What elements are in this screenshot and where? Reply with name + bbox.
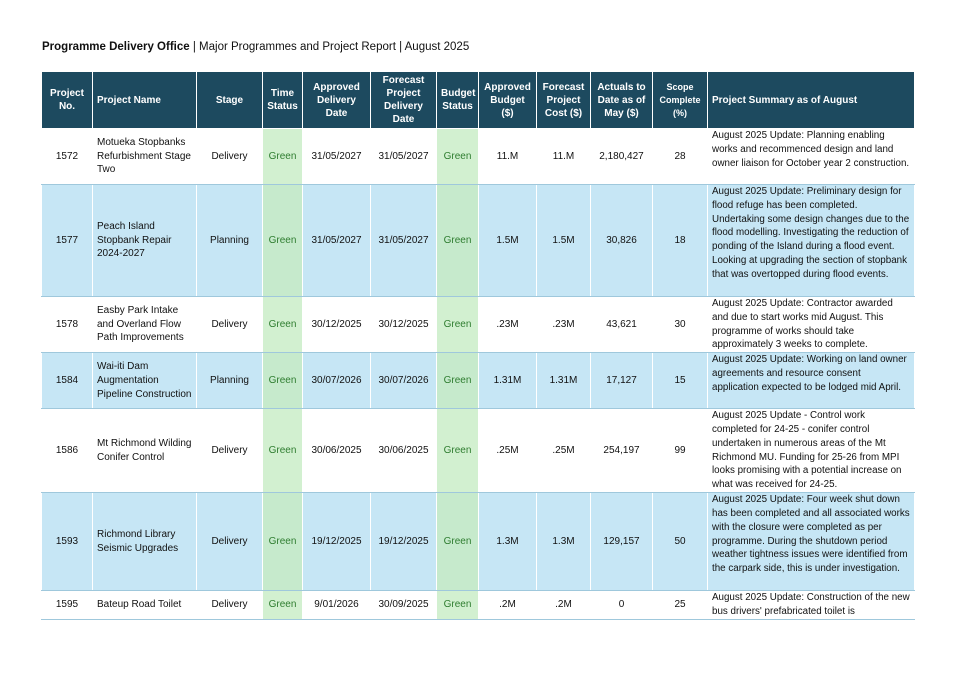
table-row	[42, 129, 915, 185]
col-header-project-name: Project Name	[93, 72, 197, 129]
cell-budget-status: Green	[437, 129, 479, 185]
cell-project-name: Wai-iti Dam Augmentation Pipeline Construction	[93, 353, 197, 409]
cell-time-status: Green	[263, 409, 303, 493]
page-title	[42, 41, 469, 53]
cell-forecast-date: 31/05/2027	[371, 185, 437, 297]
cell-forecast-date: 31/05/2027	[371, 129, 437, 185]
cell-budget-status: Green	[437, 297, 479, 353]
cell-approved-date: 30/07/2026	[303, 353, 371, 409]
cell-summary: August 2025 Update: Contractor awarded and due to start works mid August. This programme of works should take approximately 3 weeks to complete.	[708, 297, 915, 353]
cell-scope: 25	[653, 591, 708, 620]
cell-summary: August 2025 Update - Control work completed for 24-25 - conifer control undertaken in numerous areas of the Mt Richmond MU. Funding for 25-26 from MPI looks promising with a potential increase on what was received for 24-25.	[708, 409, 915, 493]
cell-stage: Planning	[197, 353, 263, 409]
cell-actuals: 129,157	[591, 493, 653, 591]
cell-time-status: Green	[263, 297, 303, 353]
cell-actuals: 2,180,427	[591, 129, 653, 185]
col-header-forecast-cost: Forecast Project Cost ($)	[537, 72, 591, 129]
cell-project-no: 1593	[42, 493, 93, 591]
cell-forecast-cost: 11.M	[537, 129, 591, 185]
col-header-stage: Stage	[197, 72, 263, 129]
cell-time-status: Green	[263, 353, 303, 409]
cell-budget-status: Green	[437, 493, 479, 591]
cell-scope: 18	[653, 185, 708, 297]
cell-stage: Delivery	[197, 493, 263, 591]
cell-stage: Delivery	[197, 297, 263, 353]
cell-scope: 15	[653, 353, 708, 409]
cell-forecast-date: 30/07/2026	[371, 353, 437, 409]
cell-project-no: 1577	[42, 185, 93, 297]
cell-project-no: 1595	[42, 591, 93, 620]
cell-budget-status: Green	[437, 353, 479, 409]
table-row	[42, 185, 915, 297]
col-header-budget-status: Budget Status	[437, 72, 479, 129]
cell-approved-date: 30/06/2025	[303, 409, 371, 493]
cell-project-no: 1584	[42, 353, 93, 409]
table-row	[42, 297, 915, 353]
cell-project-name: Richmond Library Seismic Upgrades	[93, 493, 197, 591]
cell-forecast-cost: .2M	[537, 591, 591, 620]
cell-forecast-cost: .25M	[537, 409, 591, 493]
cell-stage: Delivery	[197, 409, 263, 493]
cell-summary: August 2025 Update: Planning enabling works and recommenced design and land owner liaison for October year 2 construction.	[708, 129, 915, 185]
cell-approved-budget: .25M	[479, 409, 537, 493]
cell-scope: 50	[653, 493, 708, 591]
cell-project-name: Mt Richmond Wilding Conifer Control	[93, 409, 197, 493]
cell-budget-status: Green	[437, 409, 479, 493]
cell-forecast-date: 30/06/2025	[371, 409, 437, 493]
cell-stage: Planning	[197, 185, 263, 297]
cell-project-name: Peach Island Stopbank Repair 2024-2027	[93, 185, 197, 297]
cell-actuals: 254,197	[591, 409, 653, 493]
col-header-time-status: Time Status	[263, 72, 303, 129]
cell-approved-budget: .23M	[479, 297, 537, 353]
cell-actuals: 17,127	[591, 353, 653, 409]
cell-budget-status: Green	[437, 185, 479, 297]
cell-time-status: Green	[263, 493, 303, 591]
table-row	[42, 591, 915, 620]
col-header-approved-date: Approved Delivery Date	[303, 72, 371, 129]
cell-actuals: 43,621	[591, 297, 653, 353]
cell-actuals: 30,826	[591, 185, 653, 297]
cell-budget-status: Green	[437, 591, 479, 620]
cell-scope: 30	[653, 297, 708, 353]
cell-project-name: Motueka Stopbanks Refurbishment Stage Two	[93, 129, 197, 185]
col-header-summary: Project Summary as of August	[708, 72, 915, 129]
cell-project-no: 1572	[42, 129, 93, 185]
table-row	[42, 409, 915, 493]
cell-project-no: 1578	[42, 297, 93, 353]
col-header-project-no: Project No.	[42, 72, 93, 129]
cell-time-status: Green	[263, 129, 303, 185]
cell-forecast-date: 30/09/2025	[371, 591, 437, 620]
col-header-actuals: Actuals to Date as of May ($)	[591, 72, 653, 129]
cell-approved-budget: 1.31M	[479, 353, 537, 409]
project-report-table	[41, 71, 915, 620]
cell-project-no: 1586	[42, 409, 93, 493]
cell-forecast-cost: .23M	[537, 297, 591, 353]
cell-project-name: Easby Park Intake and Overland Flow Path Improvements	[93, 297, 197, 353]
col-header-scope: Scope Complete (%)	[653, 72, 708, 129]
cell-summary: August 2025 Update: Working on land owner agreements and resource consent application expected to be lodged mid April.	[708, 353, 915, 409]
page-title-rest: | Major Programmes and Project Report | August 2025	[189, 41, 470, 53]
table-header-row	[42, 72, 915, 129]
cell-project-name: Bateup Road Toilet	[93, 591, 197, 620]
col-header-approved-budget: Approved Budget ($)	[479, 72, 537, 129]
cell-approved-date: 9/01/2026	[303, 591, 371, 620]
table-row	[42, 493, 915, 591]
page-title-bold: Programme Delivery Office	[42, 41, 190, 53]
cell-forecast-date: 30/12/2025	[371, 297, 437, 353]
cell-stage: Delivery	[197, 129, 263, 185]
cell-actuals: 0	[591, 591, 653, 620]
cell-approved-date: 30/12/2025	[303, 297, 371, 353]
cell-approved-budget: 1.3M	[479, 493, 537, 591]
cell-stage: Delivery	[197, 591, 263, 620]
cell-time-status: Green	[263, 185, 303, 297]
cell-time-status: Green	[263, 591, 303, 620]
cell-approved-budget: 1.5M	[479, 185, 537, 297]
cell-scope: 28	[653, 129, 708, 185]
cell-approved-date: 31/05/2027	[303, 185, 371, 297]
cell-approved-date: 19/12/2025	[303, 493, 371, 591]
cell-approved-budget: .2M	[479, 591, 537, 620]
cell-approved-date: 31/05/2027	[303, 129, 371, 185]
cell-scope: 99	[653, 409, 708, 493]
cell-summary: August 2025 Update: Four week shut down has been completed and all associated works with the closure were completed as per programme. During the shutdown period weather tightness issues were identified from the carpark side, this is under investigation.	[708, 493, 915, 591]
cell-approved-budget: 11.M	[479, 129, 537, 185]
table-row	[42, 353, 915, 409]
cell-summary: August 2025 Update: Construction of the new bus drivers' prefabricated toilet is	[708, 591, 915, 620]
cell-forecast-cost: 1.3M	[537, 493, 591, 591]
cell-forecast-cost: 1.31M	[537, 353, 591, 409]
col-header-forecast-date: Forecast Project Delivery Date	[371, 72, 437, 129]
cell-forecast-cost: 1.5M	[537, 185, 591, 297]
cell-summary: August 2025 Update: Preliminary design for flood refuge has been completed. Undertaking some design changes due to the flood modelling. Investigating the reduction of ponding of the Island during a flood event. Looking at upgrading the section of stopbank that was overtopped during flood events.	[708, 185, 915, 297]
cell-forecast-date: 19/12/2025	[371, 493, 437, 591]
